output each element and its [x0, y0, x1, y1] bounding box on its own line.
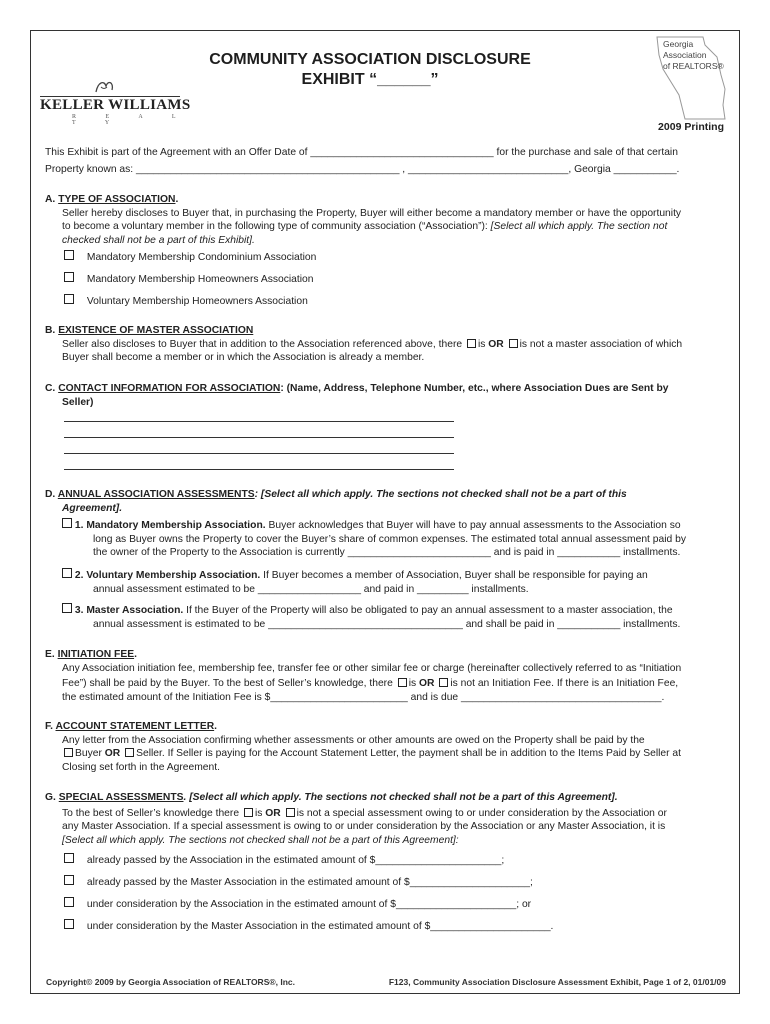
- option-g4[interactable]: under consideration by the Master Association in the estimated amount of $_____________________.: [64, 919, 553, 932]
- option-a3[interactable]: Voluntary Membership Homeowners Association: [64, 294, 308, 307]
- checkbox-icon[interactable]: [439, 678, 448, 687]
- contact-line-2[interactable]: [64, 437, 454, 438]
- kw-brand-sub: R E A L T Y: [72, 114, 190, 126]
- footer-form-id: F123, Community Association Disclosure Assessment Exhibit, Page 1 of 2, 01/01/09: [388, 977, 726, 987]
- section-d-item1: 1. Mandatory Membership Association. Buyer acknowledges that Buyer will have to pay annual assessments to the Association so long as Buyer owns the Property to cover the Buyer’s share of common expenses. The estimated total annual assessment paid by the owner of the Property to the Association is currently _________________________ and is paid in ___________ installments.: [62, 518, 734, 560]
- checkbox-icon[interactable]: [64, 250, 74, 260]
- gar-line3: of REALTORS®: [663, 61, 724, 71]
- checkbox-icon[interactable]: [509, 339, 518, 348]
- option-g3[interactable]: under consideration by the Association in the estimated amount of $_____________________; or: [64, 897, 531, 910]
- contact-line-3[interactable]: [64, 453, 454, 454]
- kw-brand-name: KELLER WILLIAMS: [40, 97, 191, 113]
- section-d-item2: 2. Voluntary Membership Association. If Buyer becomes a member of Association, Buyer shall be responsible for paying an annual assessment estimated to be __________________ and paid in _________ installments.: [62, 568, 734, 596]
- intro-line1: This Exhibit is part of the Agreement with an Offer Date of ________________________________ for the purchase and sale of that certain: [45, 147, 678, 158]
- section-g: G. SPECIAL ASSESSMENTS. [Select all which apply. The sections not checked shall not be a part of this Agreement]. To the best of Seller’s knowledge there is OR is not a special assessment owing to or under consideration by the Association or any Master Association. If a special assessment is owing to or under consideration by the Association or any Master Association, it is [Select all which apply. The sections not checked shall not be a part of this Agreement]:: [45, 792, 667, 846]
- section-c: C. CONTACT INFORMATION FOR ASSOCIATION: (Name, Address, Telephone Number, etc., where Association Dues are Sent by Seller): [45, 383, 669, 408]
- printing-year: 2009 Printing: [658, 121, 724, 133]
- checkbox-icon[interactable]: [286, 808, 295, 817]
- checkbox-icon[interactable]: [64, 897, 74, 907]
- section-a: A. TYPE OF ASSOCIATION. Seller hereby discloses to Buyer that, in purchasing the Property, Buyer will either become a mandatory member or have the opportunity to become a voluntary member in the following type of community association (“Association”): [Select all which apply. The section not checked shall not be a part of this Exhibit].: [45, 194, 682, 246]
- checkbox-icon[interactable]: [64, 272, 74, 282]
- checkbox-icon[interactable]: [467, 339, 476, 348]
- contact-line-1[interactable]: [64, 421, 454, 422]
- gar-line2: Association: [663, 50, 707, 60]
- option-a1[interactable]: Mandatory Membership Condominium Association: [64, 250, 316, 263]
- option-a2[interactable]: Mandatory Membership Homeowners Association: [64, 272, 314, 285]
- section-f-heading: ACCOUNT STATEMENT LETTER: [55, 721, 215, 732]
- form-title-line2: EXHIBIT “______”: [301, 71, 439, 88]
- contact-line-4[interactable]: [64, 469, 454, 470]
- gar-line1: Georgia: [663, 39, 694, 49]
- checkbox-icon[interactable]: [398, 678, 407, 687]
- section-f: F. ACCOUNT STATEMENT LETTER. Any letter from the Association confirming whether assessments or other amounts are owed on the Property shall be paid by the Buyer OR Seller. If Seller is paying for the Account Statement Letter, the payment shall be in addition to the Items Paid by Seller at Closing set forth in the Agreement.: [45, 721, 682, 773]
- checkbox-icon[interactable]: [64, 875, 74, 885]
- checkbox-icon[interactable]: [64, 853, 74, 863]
- checkbox-icon[interactable]: [244, 808, 253, 817]
- section-a-heading: TYPE OF ASSOCIATION: [58, 194, 176, 205]
- section-d: D. ANNUAL ASSOCIATION ASSESSMENTS: [Select all which apply. The sections not checked shall not be a part of this Agreement].: [45, 489, 627, 514]
- section-g-heading: SPECIAL ASSESSMENTS: [58, 792, 184, 803]
- kw-emblem-icon: [90, 78, 120, 96]
- section-d-heading: ANNUAL ASSOCIATION ASSESSMENTS: [57, 489, 255, 500]
- footer-copyright: Copyright© 2009 by Georgia Association of REALTORS®, Inc.: [46, 977, 295, 987]
- checkbox-icon[interactable]: [64, 919, 74, 929]
- section-e-heading: INITIATION FEE: [57, 649, 135, 660]
- section-d-item3: 3. Master Association. If the Buyer of the Property will also be obligated to pay an annual assessment to a master association, the annual assessment is estimated to be __________________________________ and shall be paid in ___________ installments.: [62, 603, 734, 631]
- intro-line2: Property known as: ______________________________________________ , ____________________________, Georgia ___________.: [45, 163, 680, 175]
- keller-williams-logo: [40, 78, 200, 126]
- option-g2[interactable]: already passed by the Master Association in the estimated amount of $_____________________;: [64, 875, 533, 888]
- checkbox-icon[interactable]: [62, 568, 72, 578]
- section-e: E. INITIATION FEE. Any Association initiation fee, membership fee, transfer fee or other similar fee or charge (hereinafter collectively referred to as “Initiation Fee”) shall be paid by the Buyer. To the best of Seller’s knowledge, there is OR is not an Initiation Fee. If there is an Initiation Fee, the estimated amount of the Initiation Fee is $________________________ and is due ___________________________________.: [45, 649, 682, 703]
- checkbox-icon[interactable]: [62, 518, 72, 528]
- checkbox-icon[interactable]: [64, 294, 74, 304]
- section-b-heading: EXISTENCE OF MASTER ASSOCIATION: [58, 325, 254, 336]
- gar-logo: [655, 35, 731, 121]
- intro-block: [45, 146, 735, 176]
- section-b: B. EXISTENCE OF MASTER ASSOCIATION Seller also discloses to Buyer that in addition to the Association referenced above, there is OR is not a master association of which Buyer shall become a member or in which the Association is already a member.: [45, 325, 683, 363]
- section-c-heading: CONTACT INFORMATION FOR ASSOCIATION: [58, 383, 281, 394]
- option-g1[interactable]: already passed by the Association in the estimated amount of $______________________;: [64, 853, 504, 866]
- checkbox-icon[interactable]: [125, 748, 134, 757]
- checkbox-icon[interactable]: [62, 603, 72, 613]
- checkbox-icon[interactable]: [64, 748, 73, 757]
- form-title-line1: COMMUNITY ASSOCIATION DISCLOSURE: [209, 51, 531, 68]
